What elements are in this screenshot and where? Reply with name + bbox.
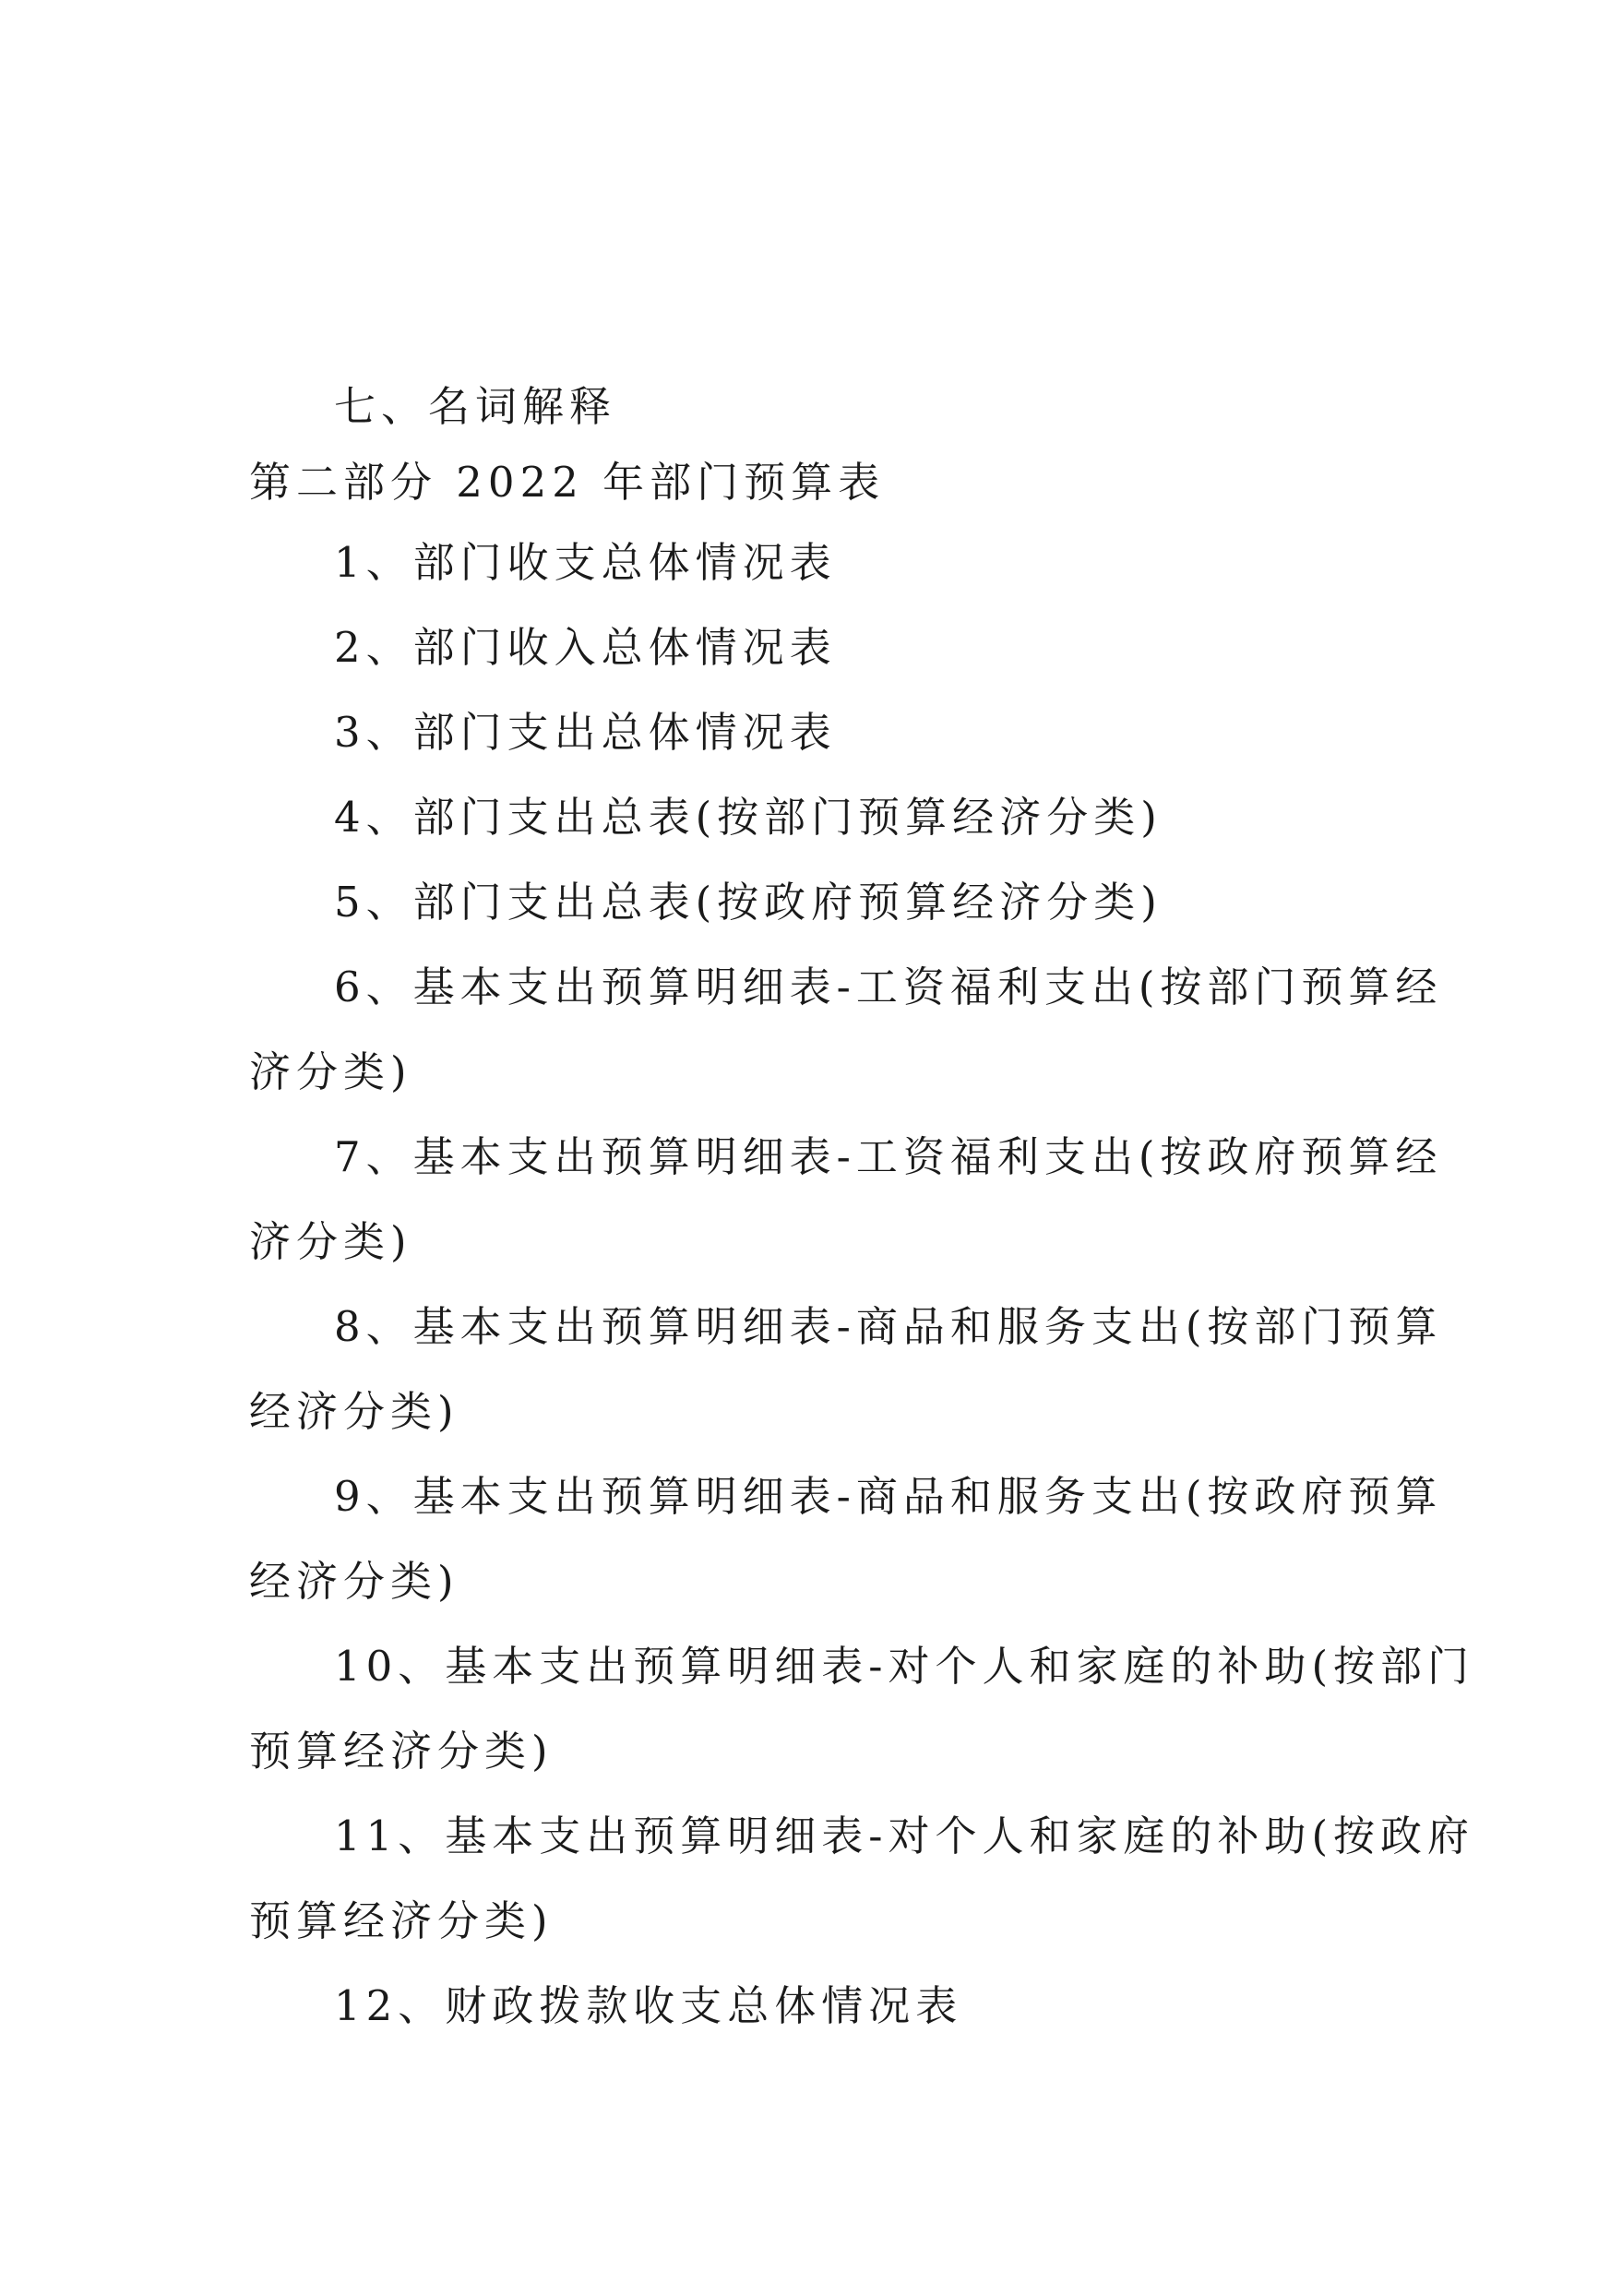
list-item-line: 2、部门收入总体情况表 <box>334 623 837 672</box>
table-list <box>249 520 1475 2049</box>
list-item <box>249 775 1402 860</box>
list-item <box>249 1794 1475 1964</box>
list-item <box>249 860 1402 945</box>
list-item-line: 10、基本支出预算明细表-对个人和家庭的补助(按部门 <box>334 1642 1475 1691</box>
list-item-continuation: 预算经济分类) <box>249 1896 554 1945</box>
list-item-line: 9、基本支出预算明细表-商品和服务支出(按政府预算 <box>334 1472 1443 1521</box>
list-item-continuation: 济分类) <box>249 1217 412 1266</box>
list-item <box>249 1285 1443 1454</box>
list-item-line: 7、基本支出预算明细表-工资福利支出(按政府预算经 <box>334 1132 1443 1181</box>
list-item-line: 4、部门支出总表(按部门预算经济分类) <box>334 793 1163 842</box>
document-body <box>249 369 1475 2049</box>
list-item-continuation: 经济分类) <box>249 1387 459 1436</box>
list-item <box>249 945 1443 1115</box>
list-item-line: 12、财政拨款收支总体情况表 <box>334 1981 963 2030</box>
list-item <box>249 520 1402 605</box>
list-item-line: 11、基本支出预算明细表-对个人和家庭的补助(按政府 <box>334 1812 1475 1860</box>
list-item-line: 3、部门支出总体情况表 <box>334 708 837 757</box>
list-item <box>249 1624 1475 1794</box>
list-item <box>249 605 1402 690</box>
list-item-line: 1、部门收支总体情况表 <box>334 538 837 587</box>
list-item-line: 5、部门支出总表(按政府预算经济分类) <box>334 878 1163 927</box>
list-item <box>249 1115 1443 1285</box>
list-item-continuation: 预算经济分类) <box>249 1727 554 1776</box>
list-item-continuation: 济分类) <box>249 1047 412 1096</box>
list-item <box>249 1454 1443 1624</box>
part-2-heading: 第二部分 2022 年部门预算表 <box>249 458 886 507</box>
list-item <box>249 690 1402 775</box>
list-item-line: 8、基本支出预算明细表-商品和服务支出(按部门预算 <box>334 1302 1443 1351</box>
list-item-line: 6、基本支出预算明细表-工资福利支出(按部门预算经 <box>334 963 1443 1011</box>
list-item-continuation: 经济分类) <box>249 1557 459 1606</box>
section-7-heading: 七、名词解释 <box>334 382 617 431</box>
list-item <box>249 1964 1402 2049</box>
